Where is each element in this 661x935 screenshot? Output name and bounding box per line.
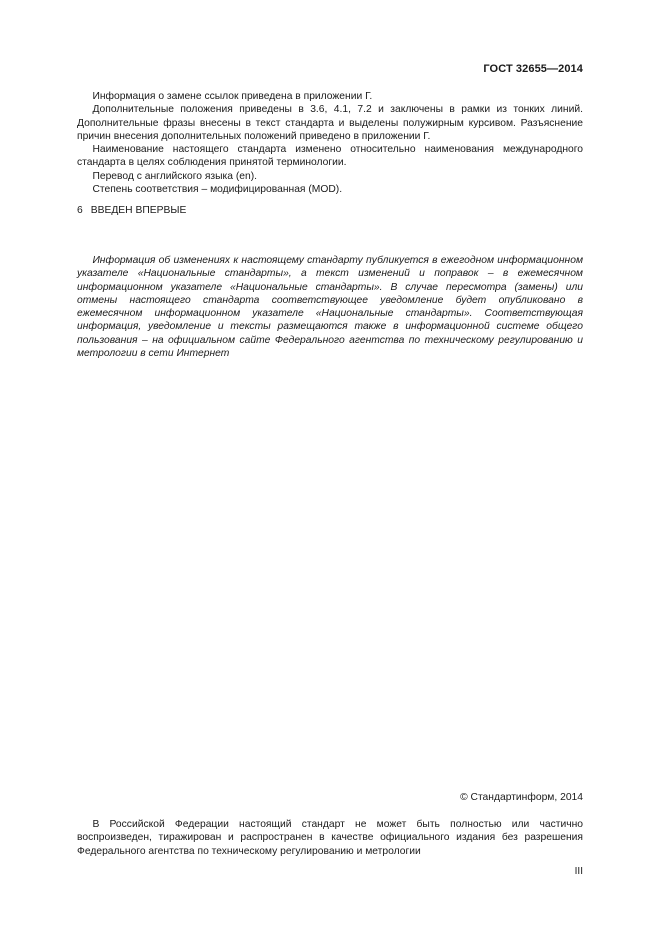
intro-block [77, 90, 583, 196]
intro-paragraph-references: Информация о замене ссылок приведена в приложении Г. [92, 91, 373, 102]
page-number: III [574, 866, 583, 877]
section-number: 6 [77, 205, 83, 216]
intro-paragraph-translation: Перевод с английского языка (en). [92, 170, 258, 182]
intro-paragraph-conformity: Степень соответствия – модифицированная (MOD). [92, 184, 343, 196]
document-code: ГОСТ 32655—2014 [483, 63, 583, 75]
section-heading [77, 204, 186, 217]
reproduction-notice: В Российской Федерации настоящий стандарт не может быть полностью или частично воспроизведен, тиражирован и распространен в качестве официального издания без разрешения Федерального агентства по техническому регулированию и метрологии [77, 819, 583, 857]
copyright-line: © Стандартинформ, 2014 [460, 792, 583, 803]
intro-paragraph-title-change: Наименование настоящего стандарта изменено относительно наименования международного стандарта в целях соблюдения принятой терминологии. [77, 144, 583, 169]
changes-notice: Информация об изменениях к настоящему стандарту публикуется в ежегодном информационном указателе «Национальные стандарты», а текст изменений и поправок – в ежемесячном информационном указателе «Национальные стандарты». В случае пересмотра (замены) или отмены настоящего стандарта соответствующее уведомление будет опубликовано в ежемесячном информационном указателе «Национальные стандарты». Соответствующая информация, уведомление и тексты размещаются также в информационной системе общего пользования – на официальном сайте Федерального агентства по техническому регулированию и метрологии в сети Интернет [77, 255, 583, 360]
intro-paragraph-additions: Дополнительные положения приведены в 3.6, 4.1, 7.2 и заключены в рамки из тонких линий. Дополнительные фразы внесены в текст стандарта и выделены полужирным курсивом. Разъяснение причин внесения дополнительных положений приведено в приложении Г. [77, 104, 583, 142]
section-title: ВВЕДЕН ВПЕРВЫЕ [90, 205, 187, 216]
